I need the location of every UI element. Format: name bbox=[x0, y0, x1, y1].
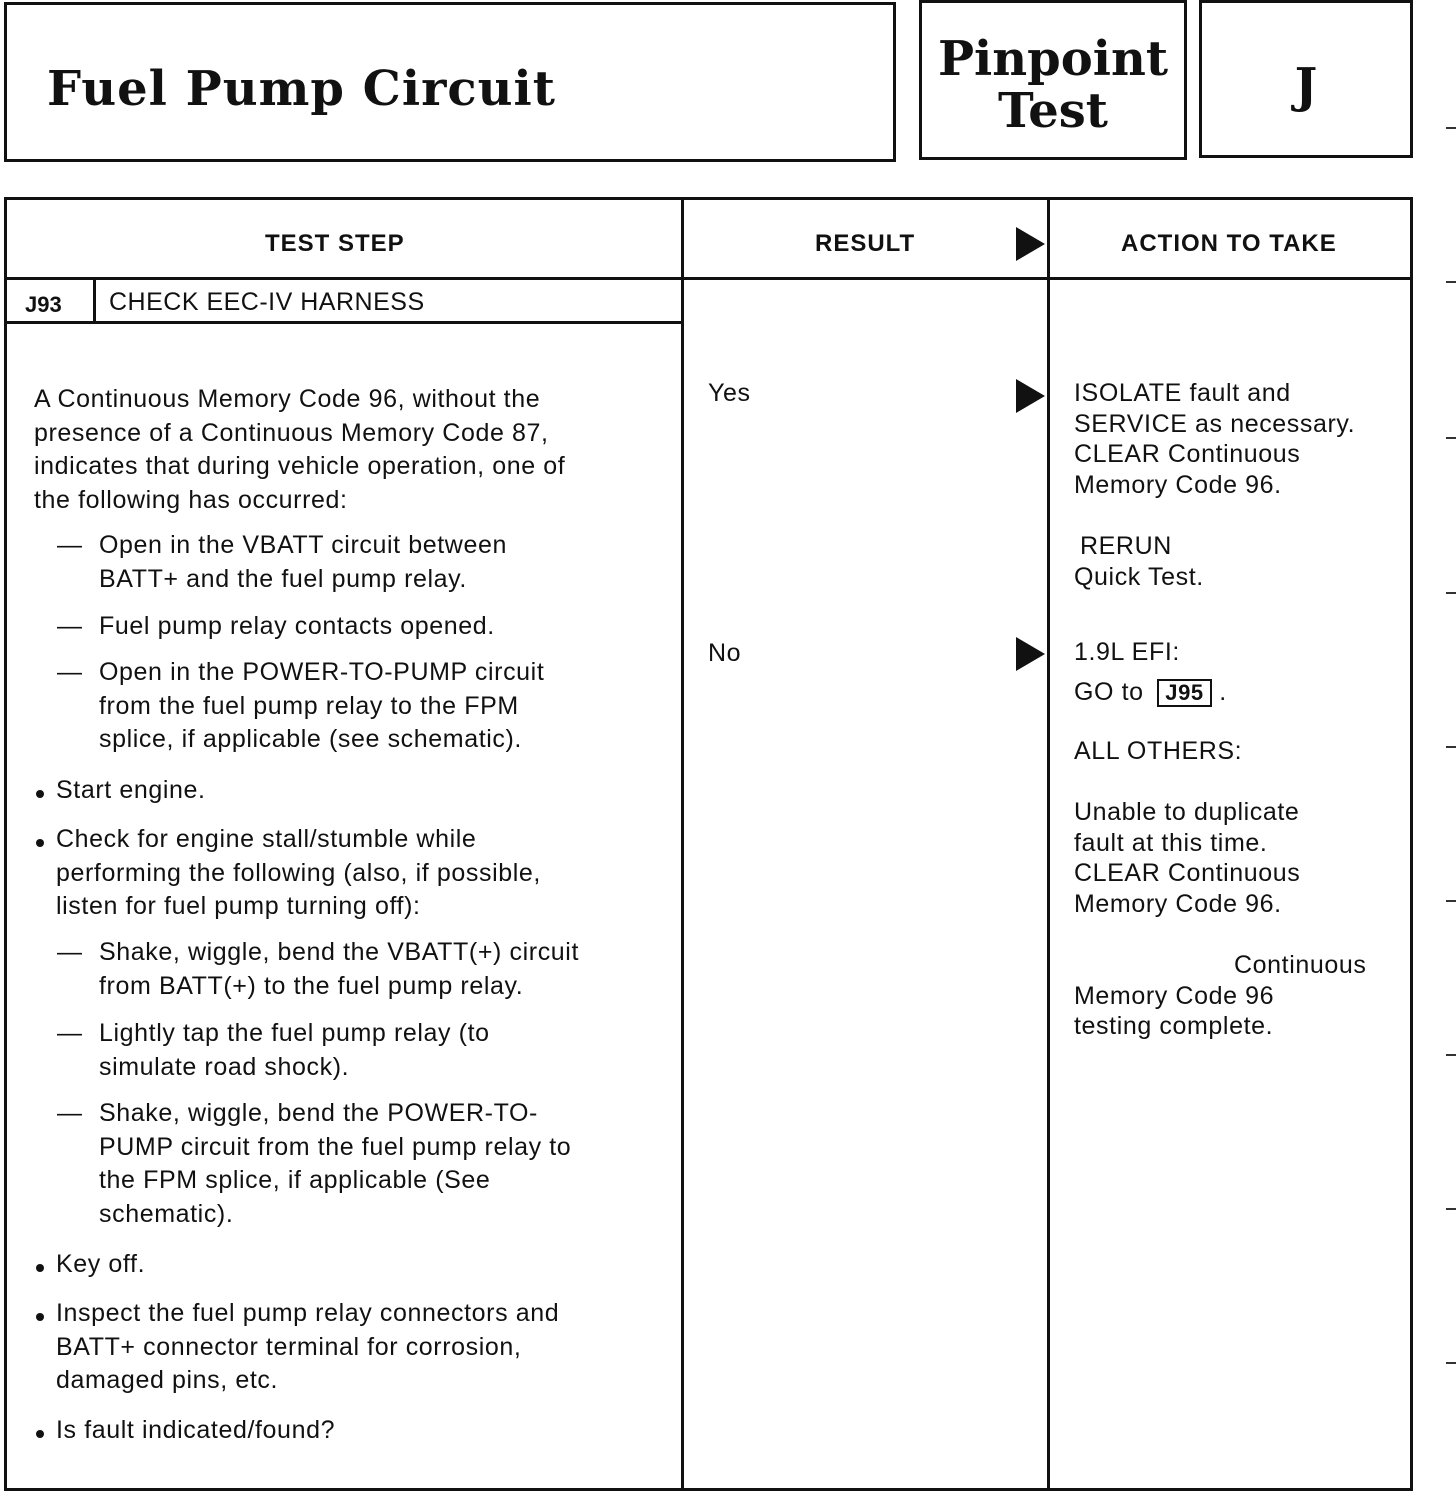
action-unable bbox=[1074, 797, 1300, 919]
dash-mark: — bbox=[57, 658, 83, 686]
margin-tick bbox=[1446, 1208, 1456, 1210]
list-item-line: splice, if applicable (see schematic). bbox=[99, 725, 522, 753]
margin-tick bbox=[1446, 437, 1456, 439]
list-item-body bbox=[99, 529, 507, 596]
action-line: CLEAR Continuous bbox=[1074, 440, 1301, 468]
goto-end: . bbox=[1219, 678, 1227, 706]
list-item-body bbox=[56, 1297, 559, 1398]
intro-paragraph bbox=[34, 383, 565, 517]
action-line: Quick Test. bbox=[1074, 562, 1204, 591]
pinpoint-line-1: Pinpoint bbox=[937, 31, 1169, 87]
list-item-line: Open in the POWER-TO-PUMP circuit bbox=[99, 658, 545, 686]
column-divider-2 bbox=[1047, 200, 1050, 1491]
list-item-line: Inspect the fuel pump relay connectors and bbox=[56, 1299, 560, 1327]
pinpoint-test-label bbox=[922, 33, 1184, 137]
action-no-efi: 1.9L EFI: bbox=[1074, 638, 1180, 666]
action-line: Continuous bbox=[1234, 951, 1367, 979]
list-item-body bbox=[56, 774, 206, 808]
step-id: J93 bbox=[25, 292, 62, 317]
bullet-icon bbox=[36, 790, 44, 798]
list-item-line: Is fault indicated/found? bbox=[56, 1416, 336, 1444]
list-item-line: Lightly tap the fuel pump relay (to bbox=[99, 1019, 490, 1047]
list-item-line: from BATT(+) to the fuel pump relay. bbox=[99, 971, 524, 1000]
intro-line: the following has occurred: bbox=[34, 485, 348, 514]
list-item-line: Fuel pump relay contacts opened. bbox=[99, 612, 495, 640]
action-line: ISOLATE fault and bbox=[1074, 379, 1291, 407]
result-no: No bbox=[708, 639, 742, 667]
list-item-line: Start engine. bbox=[56, 776, 206, 804]
intro-line: A Continuous Memory Code 96, without the bbox=[34, 385, 541, 413]
dash-mark: — bbox=[57, 1099, 83, 1127]
list-item-line: Shake, wiggle, bend the POWER-TO- bbox=[99, 1099, 538, 1127]
list-item-line: Open in the VBATT circuit between bbox=[99, 531, 507, 559]
list-item-body bbox=[99, 1097, 571, 1231]
margin-tick bbox=[1446, 900, 1456, 902]
header-test-step: TEST STEP bbox=[265, 230, 405, 257]
list-item-body bbox=[56, 1414, 335, 1448]
list-item-line: from the fuel pump relay to the FPM bbox=[99, 691, 519, 720]
goto-label: GO to bbox=[1074, 678, 1144, 706]
title-box bbox=[4, 2, 896, 162]
action-line: Unable to duplicate bbox=[1074, 798, 1300, 826]
step-id-divider bbox=[93, 280, 96, 321]
action-line: SERVICE as necessary. bbox=[1074, 409, 1356, 438]
action-line: Memory Code 96. bbox=[1074, 889, 1282, 918]
action-line: RERUN bbox=[1080, 532, 1172, 560]
list-item-body bbox=[99, 656, 544, 757]
action-line: Memory Code 96 bbox=[1074, 981, 1275, 1010]
list-item-body bbox=[99, 1017, 490, 1084]
intro-line: indicates that during vehicle operation, one of bbox=[34, 452, 566, 480]
list-item-body bbox=[56, 1248, 145, 1282]
list-item-line: Shake, wiggle, bend the VBATT(+) circuit bbox=[99, 938, 579, 966]
list-item-line: BATT+ connector terminal for corrosion, bbox=[56, 1332, 522, 1361]
list-item-body bbox=[99, 936, 579, 1003]
list-item-body bbox=[56, 823, 541, 924]
list-item-line: Key off. bbox=[56, 1250, 146, 1278]
bullet-icon bbox=[36, 1430, 44, 1438]
list-item-line: simulate road shock). bbox=[99, 1052, 350, 1081]
dash-mark: — bbox=[57, 938, 83, 966]
list-item-line: PUMP circuit from the fuel pump relay to bbox=[99, 1132, 572, 1161]
list-item-line: Check for engine stall/stumble while bbox=[56, 825, 477, 853]
dash-mark: — bbox=[57, 612, 83, 640]
header-divider bbox=[7, 277, 1413, 280]
list-item-line: damaged pins, etc. bbox=[56, 1366, 279, 1394]
bullet-icon bbox=[36, 839, 44, 847]
margin-tick bbox=[1446, 746, 1456, 748]
dash-mark: — bbox=[57, 531, 83, 559]
result-no-arrow-icon bbox=[1016, 637, 1045, 671]
list-item-body bbox=[99, 610, 495, 644]
action-all-others: ALL OTHERS: bbox=[1074, 737, 1243, 765]
goto-step-ref[interactable]: J95 bbox=[1157, 679, 1212, 707]
action-line: fault at this time. bbox=[1074, 828, 1268, 857]
intro-line: presence of a Continuous Memory Code 87, bbox=[34, 418, 549, 447]
page-title: Fuel Pump Circuit bbox=[47, 61, 556, 117]
list-item-line: performing the following (also, if possible, bbox=[56, 858, 541, 887]
action-line: CLEAR Continuous bbox=[1074, 859, 1301, 887]
step-title: CHECK EEC-IV HARNESS bbox=[109, 288, 425, 316]
action-rerun bbox=[1074, 531, 1204, 592]
dash-mark: — bbox=[57, 1019, 83, 1047]
margin-tick bbox=[1446, 1362, 1456, 1364]
header-result: RESULT bbox=[815, 230, 916, 257]
margin-tick bbox=[1446, 592, 1456, 594]
margin-tick bbox=[1446, 1054, 1456, 1056]
test-code-box bbox=[1199, 0, 1413, 158]
action-goto bbox=[1074, 677, 1227, 708]
header-arrow-icon bbox=[1016, 227, 1045, 261]
action-line: testing complete. bbox=[1074, 1012, 1274, 1040]
list-item-line: BATT+ and the fuel pump relay. bbox=[99, 564, 467, 593]
test-table bbox=[4, 197, 1413, 1491]
margin-tick bbox=[1446, 281, 1456, 283]
margin-tick bbox=[1446, 127, 1456, 129]
result-yes: Yes bbox=[708, 379, 751, 407]
action-yes bbox=[1074, 378, 1355, 500]
bullet-icon bbox=[36, 1313, 44, 1321]
column-divider-1 bbox=[681, 200, 684, 1491]
bullet-icon bbox=[36, 1264, 44, 1272]
step-title-divider bbox=[7, 321, 681, 324]
test-code: J bbox=[1294, 58, 1318, 114]
action-line: Memory Code 96. bbox=[1074, 470, 1282, 499]
action-complete bbox=[1074, 950, 1366, 1042]
header-action: ACTION TO TAKE bbox=[1121, 230, 1337, 257]
list-item-line: schematic). bbox=[99, 1199, 234, 1228]
pinpoint-line-2: Test bbox=[998, 83, 1108, 139]
result-yes-arrow-icon bbox=[1016, 379, 1045, 413]
list-item-line: listen for fuel pump turning off): bbox=[56, 892, 421, 920]
list-item-line: the FPM splice, if applicable (See bbox=[99, 1166, 491, 1194]
pinpoint-test-box bbox=[919, 0, 1187, 160]
